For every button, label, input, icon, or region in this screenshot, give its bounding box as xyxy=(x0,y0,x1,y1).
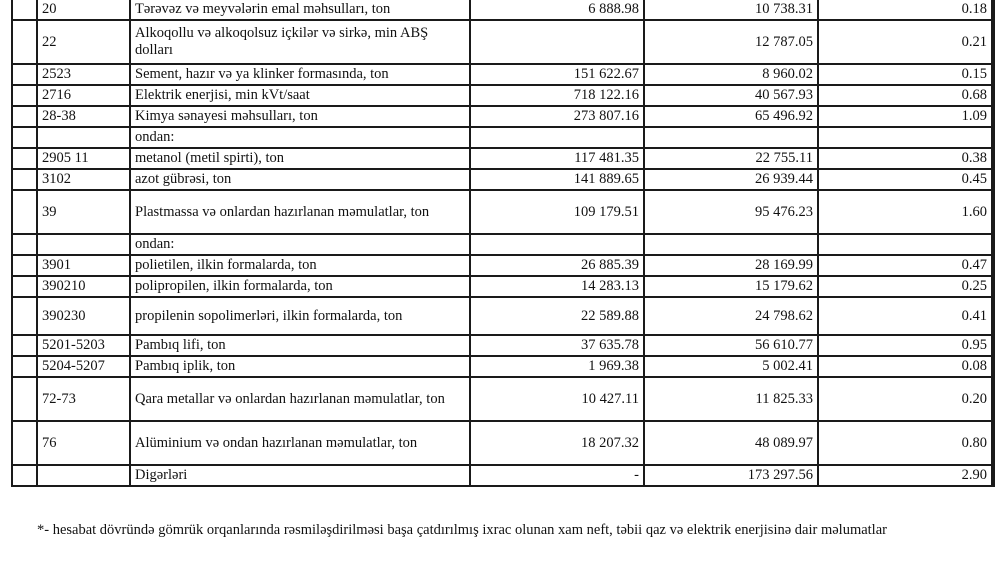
value-cell: 10 738.31 xyxy=(644,0,818,20)
quantity-cell: 117 481.35 xyxy=(470,148,644,169)
quantity-cell: 273 807.16 xyxy=(470,106,644,127)
hs-code-cell: 5204-5207 xyxy=(37,356,130,377)
edge-cell xyxy=(992,465,994,486)
product-name-cell: Plastmassa və onlardan hazırlanan məmulatlar, ton xyxy=(130,190,470,234)
hs-code-cell: 2716 xyxy=(37,85,130,106)
table-body xyxy=(12,0,994,486)
row-marker-cell xyxy=(12,148,37,169)
row-marker-cell xyxy=(12,297,37,335)
value-cell: 26 939.44 xyxy=(644,169,818,190)
share-cell: 0.80 xyxy=(818,421,992,465)
row-marker-cell xyxy=(12,276,37,297)
value-cell: 22 755.11 xyxy=(644,148,818,169)
table-row xyxy=(12,356,994,377)
row-marker-cell xyxy=(12,190,37,234)
value-cell: 15 179.62 xyxy=(644,276,818,297)
export-commodities-table xyxy=(11,0,995,487)
share-cell xyxy=(818,127,992,148)
quantity-cell: 109 179.51 xyxy=(470,190,644,234)
product-name-cell: Kimya sənayesi məhsulları, ton xyxy=(130,106,470,127)
share-cell: 0.47 xyxy=(818,255,992,276)
edge-cell xyxy=(992,377,994,421)
value-cell: 56 610.77 xyxy=(644,335,818,356)
table-row xyxy=(12,335,994,356)
table-row xyxy=(12,190,994,234)
product-name-cell: Pambıq iplik, ton xyxy=(130,356,470,377)
hs-code-cell: 22 xyxy=(37,20,130,64)
hs-code-cell: 5201-5203 xyxy=(37,335,130,356)
product-name-cell: Digərləri xyxy=(130,465,470,486)
share-cell: 0.15 xyxy=(818,64,992,85)
value-cell: 65 496.92 xyxy=(644,106,818,127)
hs-code-cell: 2905 11 xyxy=(37,148,130,169)
product-name-cell: propilenin sopolimerləri, ilkin formalarda, ton xyxy=(130,297,470,335)
quantity-cell xyxy=(470,127,644,148)
edge-cell xyxy=(992,356,994,377)
row-marker-cell xyxy=(12,127,37,148)
product-name-cell: ondan: xyxy=(130,234,470,255)
share-cell: 1.09 xyxy=(818,106,992,127)
table-row xyxy=(12,377,994,421)
row-marker-cell xyxy=(12,20,37,64)
table-row xyxy=(12,234,994,255)
row-marker-cell xyxy=(12,234,37,255)
row-marker-cell xyxy=(12,106,37,127)
edge-cell xyxy=(992,0,994,20)
hs-code-cell: 20 xyxy=(37,0,130,20)
table-row xyxy=(12,255,994,276)
hs-code-cell: 76 xyxy=(37,421,130,465)
table-row xyxy=(12,127,994,148)
product-name-cell: Alüminium və ondan hazırlanan məmulatlar, ton xyxy=(130,421,470,465)
product-name-cell: Elektrik enerjisi, min kVt/saat xyxy=(130,85,470,106)
edge-cell xyxy=(992,276,994,297)
row-marker-cell xyxy=(12,255,37,276)
product-name-cell: azot gübrəsi, ton xyxy=(130,169,470,190)
quantity-cell: 10 427.11 xyxy=(470,377,644,421)
share-cell: 0.25 xyxy=(818,276,992,297)
share-cell: 2.90 xyxy=(818,465,992,486)
hs-code-cell xyxy=(37,465,130,486)
footnote: *- hesabat dövründə gömrük orqanlarında rəsmiləşdirilməsi başa çatdırılmış ixrac olunan xam neft, təbii qaz və elektrik enerjisinə dair məlumatlar xyxy=(37,522,887,538)
edge-cell xyxy=(992,169,994,190)
edge-cell xyxy=(992,127,994,148)
table-row xyxy=(12,0,994,20)
value-cell: 48 089.97 xyxy=(644,421,818,465)
hs-code-cell: 3901 xyxy=(37,255,130,276)
quantity-cell: 26 885.39 xyxy=(470,255,644,276)
edge-cell xyxy=(992,255,994,276)
product-name-cell: polietilen, ilkin formalarda, ton xyxy=(130,255,470,276)
value-cell: 12 787.05 xyxy=(644,20,818,64)
share-cell: 0.08 xyxy=(818,356,992,377)
edge-cell xyxy=(992,190,994,234)
row-marker-cell xyxy=(12,356,37,377)
edge-cell xyxy=(992,335,994,356)
hs-code-cell xyxy=(37,127,130,148)
quantity-cell: 14 283.13 xyxy=(470,276,644,297)
hs-code-cell: 3102 xyxy=(37,169,130,190)
edge-cell xyxy=(992,106,994,127)
quantity-cell: 151 622.67 xyxy=(470,64,644,85)
share-cell: 0.45 xyxy=(818,169,992,190)
quantity-cell: 37 635.78 xyxy=(470,335,644,356)
product-name-cell: Qara metallar və onlardan hazırlanan məmulatlar, ton xyxy=(130,377,470,421)
share-cell xyxy=(818,234,992,255)
share-cell: 0.68 xyxy=(818,85,992,106)
row-marker-cell xyxy=(12,377,37,421)
quantity-cell: 718 122.16 xyxy=(470,85,644,106)
edge-cell xyxy=(992,297,994,335)
product-name-cell: Tərəvəz və meyvələrin emal məhsulları, ton xyxy=(130,0,470,20)
hs-code-cell: 28-38 xyxy=(37,106,130,127)
value-cell: 8 960.02 xyxy=(644,64,818,85)
table-row xyxy=(12,297,994,335)
share-cell: 1.60 xyxy=(818,190,992,234)
quantity-cell: - xyxy=(470,465,644,486)
row-marker-cell xyxy=(12,465,37,486)
quantity-cell: 1 969.38 xyxy=(470,356,644,377)
product-name-cell: Alkoqollu və alkoqolsuz içkilər və sirkə, min ABŞ dolları xyxy=(130,20,470,64)
share-cell: 0.38 xyxy=(818,148,992,169)
quantity-cell: 141 889.65 xyxy=(470,169,644,190)
hs-code-cell xyxy=(37,234,130,255)
table-row xyxy=(12,148,994,169)
row-marker-cell xyxy=(12,64,37,85)
value-cell: 11 825.33 xyxy=(644,377,818,421)
share-cell: 0.95 xyxy=(818,335,992,356)
hs-code-cell: 72-73 xyxy=(37,377,130,421)
table-row xyxy=(12,20,994,64)
hs-code-cell: 390230 xyxy=(37,297,130,335)
edge-cell xyxy=(992,148,994,169)
row-marker-cell xyxy=(12,85,37,106)
edge-cell xyxy=(992,20,994,64)
value-cell xyxy=(644,127,818,148)
product-name-cell: Pambıq lifi, ton xyxy=(130,335,470,356)
edge-cell xyxy=(992,64,994,85)
table-row xyxy=(12,64,994,85)
share-cell: 0.18 xyxy=(818,0,992,20)
value-cell: 28 169.99 xyxy=(644,255,818,276)
table-row xyxy=(12,85,994,106)
hs-code-cell: 39 xyxy=(37,190,130,234)
table-row xyxy=(12,465,994,486)
share-cell: 0.21 xyxy=(818,20,992,64)
quantity-cell: 18 207.32 xyxy=(470,421,644,465)
quantity-cell: 22 589.88 xyxy=(470,297,644,335)
hs-code-cell: 390210 xyxy=(37,276,130,297)
quantity-cell xyxy=(470,234,644,255)
table-row xyxy=(12,421,994,465)
quantity-cell xyxy=(470,20,644,64)
product-name-cell: ondan: xyxy=(130,127,470,148)
hs-code-cell: 2523 xyxy=(37,64,130,85)
product-name-cell: metanol (metil spirti), ton xyxy=(130,148,470,169)
value-cell: 95 476.23 xyxy=(644,190,818,234)
product-name-cell: Sement, hazır və ya klinker formasında, ton xyxy=(130,64,470,85)
product-name-cell: polipropilen, ilkin formalarda, ton xyxy=(130,276,470,297)
table-row xyxy=(12,169,994,190)
value-cell: 5 002.41 xyxy=(644,356,818,377)
value-cell xyxy=(644,234,818,255)
row-marker-cell xyxy=(12,421,37,465)
value-cell: 24 798.62 xyxy=(644,297,818,335)
edge-cell xyxy=(992,85,994,106)
quantity-cell: 6 888.98 xyxy=(470,0,644,20)
edge-cell xyxy=(992,234,994,255)
table-row xyxy=(12,106,994,127)
share-cell: 0.41 xyxy=(818,297,992,335)
row-marker-cell xyxy=(12,0,37,20)
value-cell: 173 297.56 xyxy=(644,465,818,486)
row-marker-cell xyxy=(12,169,37,190)
table-row xyxy=(12,276,994,297)
value-cell: 40 567.93 xyxy=(644,85,818,106)
edge-cell xyxy=(992,421,994,465)
share-cell: 0.20 xyxy=(818,377,992,421)
row-marker-cell xyxy=(12,335,37,356)
